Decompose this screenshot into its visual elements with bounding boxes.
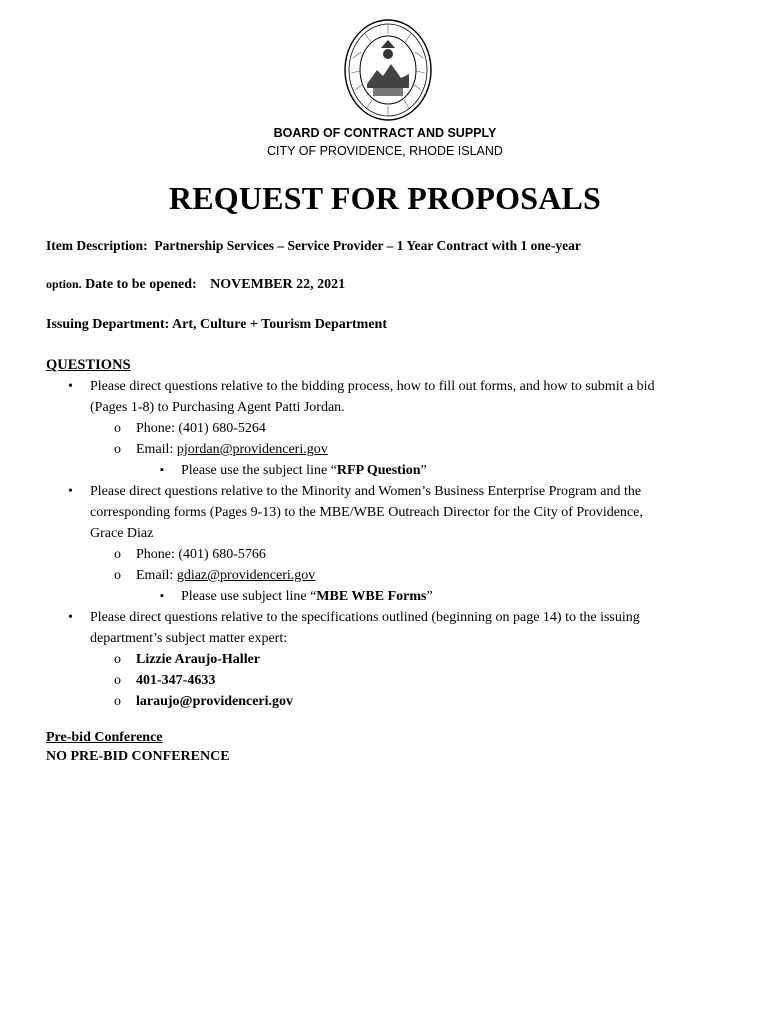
q2-subject-line — [181, 586, 433, 607]
circle-marker: o — [114, 442, 121, 457]
circle-marker: o — [114, 421, 121, 436]
q2-subject: MBE WBE Forms — [316, 589, 427, 604]
q2-email-label: Email: — [136, 568, 177, 583]
board-name: BOARD OF CONTRACT AND SUPPLY — [273, 126, 497, 140]
q1-email-line — [136, 439, 328, 460]
q2-phone: Phone: (401) 680-5766 — [136, 547, 266, 562]
q3-email: laraujo@providenceri.gov — [136, 694, 294, 709]
date-opened-value: NOVEMBER 22, 2021 — [210, 277, 346, 292]
q2-email-line — [136, 565, 315, 586]
date-opened-line — [46, 276, 345, 293]
q1-subject: RFP Question — [336, 463, 421, 478]
circle-marker: o — [114, 652, 121, 667]
questions-heading: QUESTIONS — [46, 357, 131, 373]
item-description — [46, 238, 581, 254]
q1-phone: Phone: (401) 680-5264 — [136, 421, 266, 436]
q3-line1: Please direct questions relative to the specifications outlined (beginning on page 14) to the issuing — [90, 610, 640, 625]
square-marker: ▪ — [160, 590, 164, 602]
circle-marker: o — [114, 673, 121, 688]
item-description-value: Partnership Services – Service Provider – 1 Year Contract with 1 one-year — [154, 238, 581, 253]
issuing-department-label: Issuing Department — [46, 317, 165, 332]
issuing-department-value: : Art, Culture + Tourism Department — [164, 317, 387, 332]
issuing-department — [46, 317, 387, 333]
circle-marker: o — [114, 547, 121, 562]
circle-marker: o — [114, 568, 121, 583]
item-description-continuation: option. — [46, 277, 82, 291]
q3-phone: 401-347-4633 — [136, 673, 216, 688]
city-seal-icon — [343, 18, 433, 128]
item-description-label: Item Description: — [46, 238, 148, 253]
page-title: REQUEST FOR PROPOSALS — [168, 180, 602, 216]
q1-subject-pre: Please use the subject line “ — [181, 463, 337, 478]
q3-line2: department’s subject matter expert: — [90, 631, 288, 646]
q2-subject-pre: Please use subject line “ — [181, 589, 317, 604]
circle-marker: o — [114, 694, 121, 709]
square-marker: ▪ — [160, 464, 164, 476]
bullet-marker: • — [68, 379, 73, 394]
q2-subject-post: ” — [426, 589, 433, 604]
bullet-marker: • — [68, 610, 73, 625]
q2-line1: Please direct questions relative to the Minority and Women’s Business Enterprise Program and the — [90, 484, 642, 499]
q1-subject-post: ” — [420, 463, 427, 478]
q1-email-link[interactable]: pjordan@providenceri.gov — [176, 442, 328, 457]
prebid-heading: Pre-bid Conference — [46, 730, 163, 745]
q1-line1: Please direct questions relative to the bidding process, how to fill out forms, and how to submit a bid — [90, 379, 655, 394]
q1-email-label: Email: — [136, 442, 177, 457]
q1-line2: (Pages 1-8) to Purchasing Agent Patti Jordan. — [90, 400, 345, 415]
bullet-marker: • — [68, 484, 73, 499]
q2-email-link[interactable]: gdiaz@providenceri.gov — [176, 568, 316, 583]
q1-subject-line — [181, 460, 427, 481]
date-opened-label: Date to be opened: — [85, 277, 197, 292]
q3-name: Lizzie Araujo-Haller — [136, 652, 261, 667]
q2-line2: corresponding forms (Pages 9-13) to the MBE/WBE Outreach Director for the City of Providence, — [90, 505, 643, 520]
prebid-value: NO PRE-BID CONFERENCE — [46, 749, 230, 764]
city-name: CITY OF PROVIDENCE, RHODE ISLAND — [267, 144, 503, 158]
q2-line3: Grace Diaz — [90, 526, 154, 541]
